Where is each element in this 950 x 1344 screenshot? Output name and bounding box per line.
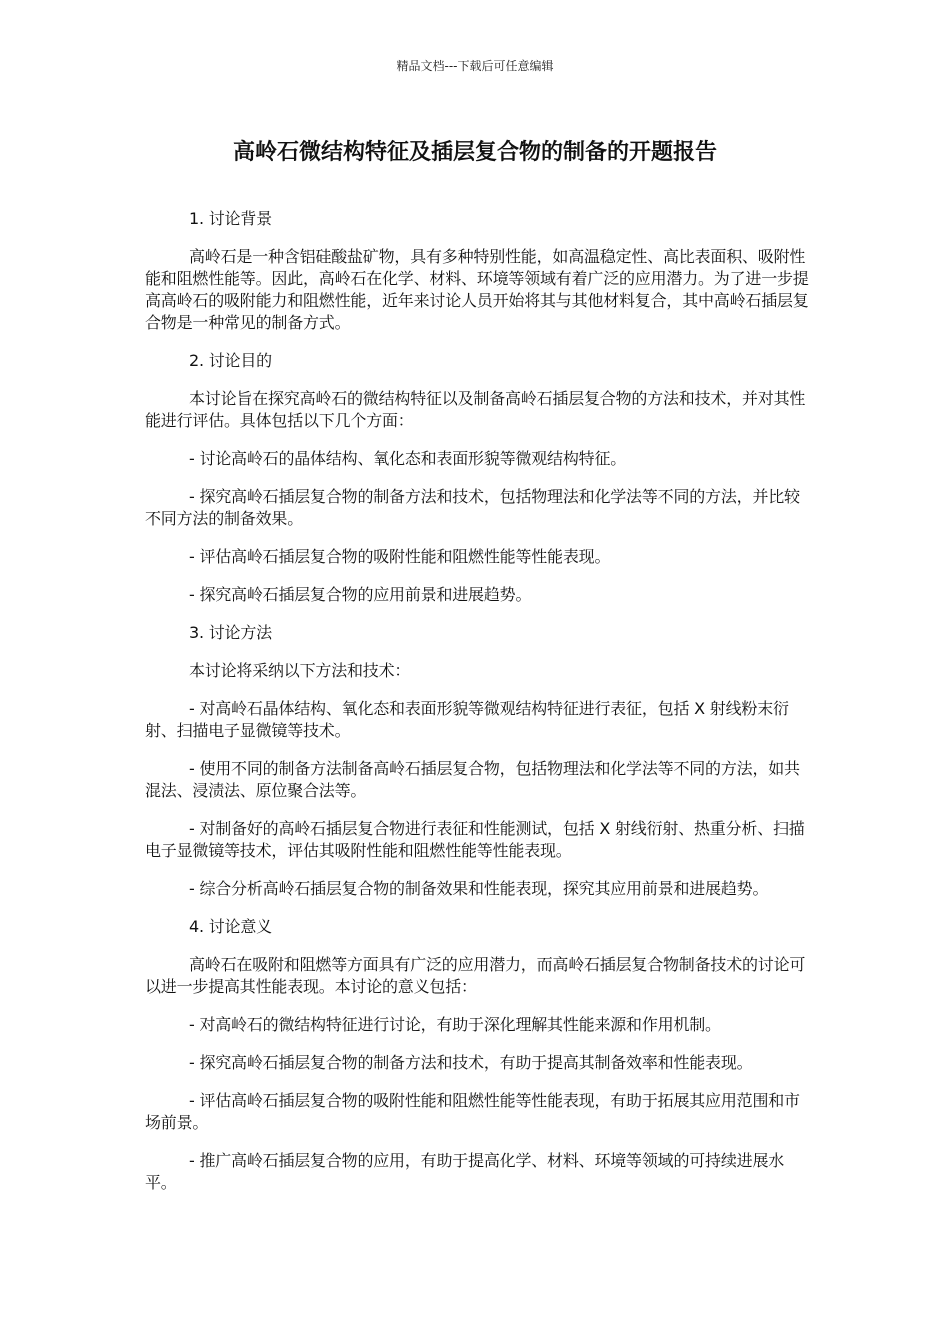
section-3-bullet-4: - 综合分析高岭石插层复合物的制备效果和性能表现，探究其应用前景和进展趋势。 xyxy=(189,879,769,898)
section-2-bullet-2: - 探究高岭石插层复合物的制备方法和技术，包括物理法和化学法等不同的方法，并比较不同方法的制备效果。 xyxy=(145,487,800,528)
section-3-bullet-1: - 对高岭石晶体结构、氧化态和表面形貌等微观结构特征进行表征，包括 X 射线粉末衍射、扫描电子显微镜等技术。 xyxy=(145,699,789,740)
section-4-bullet-4: - 推广高岭石插层复合物的应用，有助于提高化学、材料、环境等领域的可持续进展水平。 xyxy=(145,1151,785,1192)
section-2-paragraph-1: 本讨论旨在探究高岭石的微结构特征以及制备高岭石插层复合物的方法和技术，并对其性能进行评估。具体包括以下几个方面： xyxy=(145,389,806,430)
section-3-heading: 3. 讨论方法 xyxy=(189,623,272,642)
section-4-bullet-3: - 评估高岭石插层复合物的吸附性能和阻燃性能等性能表现，有助于拓展其应用范围和市场前景。 xyxy=(145,1091,800,1132)
document-body xyxy=(145,208,810,1210)
section-2-bullet-4: - 探究高岭石插层复合物的应用前景和进展趋势。 xyxy=(189,585,532,604)
section-3-bullet-2: - 使用不同的制备方法制备高岭石插层复合物，包括物理法和化学法等不同的方法，如共混法、浸渍法、原位聚合法等。 xyxy=(145,759,800,800)
section-2-bullet-3: - 评估高岭石插层复合物的吸附性能和阻燃性能等性能表现。 xyxy=(189,547,611,566)
section-1-paragraph-1: 高岭石是一种含铝硅酸盐矿物，具有多种特别性能，如高温稳定性、高比表面积、吸附性能和阻燃性能等。因此，高岭石在化学、材料、环境等领域有着广泛的应用潜力。为了进一步提高高岭石的吸附能力和阻燃性能，近年来讨论人员开始将其与其他材料复合，其中高岭石插层复合物是一种常见的制备方式。 xyxy=(145,247,809,332)
page-header-text: 精品文档---下载后可任意编辑 xyxy=(396,59,554,73)
section-1-heading: 1. 讨论背景 xyxy=(189,209,272,228)
section-4-heading: 4. 讨论意义 xyxy=(189,917,272,936)
section-2-heading: 2. 讨论目的 xyxy=(189,351,272,370)
section-4-bullet-1: - 对高岭石的微结构特征进行讨论，有助于深化理解其性能来源和作用机制。 xyxy=(189,1015,721,1034)
section-4-bullet-2: - 探究高岭石插层复合物的制备方法和技术，有助于提高其制备效率和性能表现。 xyxy=(189,1053,753,1072)
section-3-paragraph-1: 本讨论将采纳以下方法和技术： xyxy=(189,661,411,680)
document-title: 高岭石微结构特征及插层复合物的制备的开题报告 xyxy=(232,140,717,165)
section-3-bullet-3: - 对制备好的高岭石插层复合物进行表征和性能测试，包括 X 射线衍射、热重分析、扫描电子显微镜等技术，评估其吸附性能和阻燃性能等性能表现。 xyxy=(145,819,805,860)
section-4-paragraph-1: 高岭石在吸附和阻燃等方面具有广泛的应用潜力，而高岭石插层复合物制备技术的讨论可以进一步提高其性能表现。本讨论的意义包括： xyxy=(145,955,806,996)
section-2-bullet-1: - 讨论高岭石的晶体结构、氧化态和表面形貌等微观结构特征。 xyxy=(189,449,627,468)
